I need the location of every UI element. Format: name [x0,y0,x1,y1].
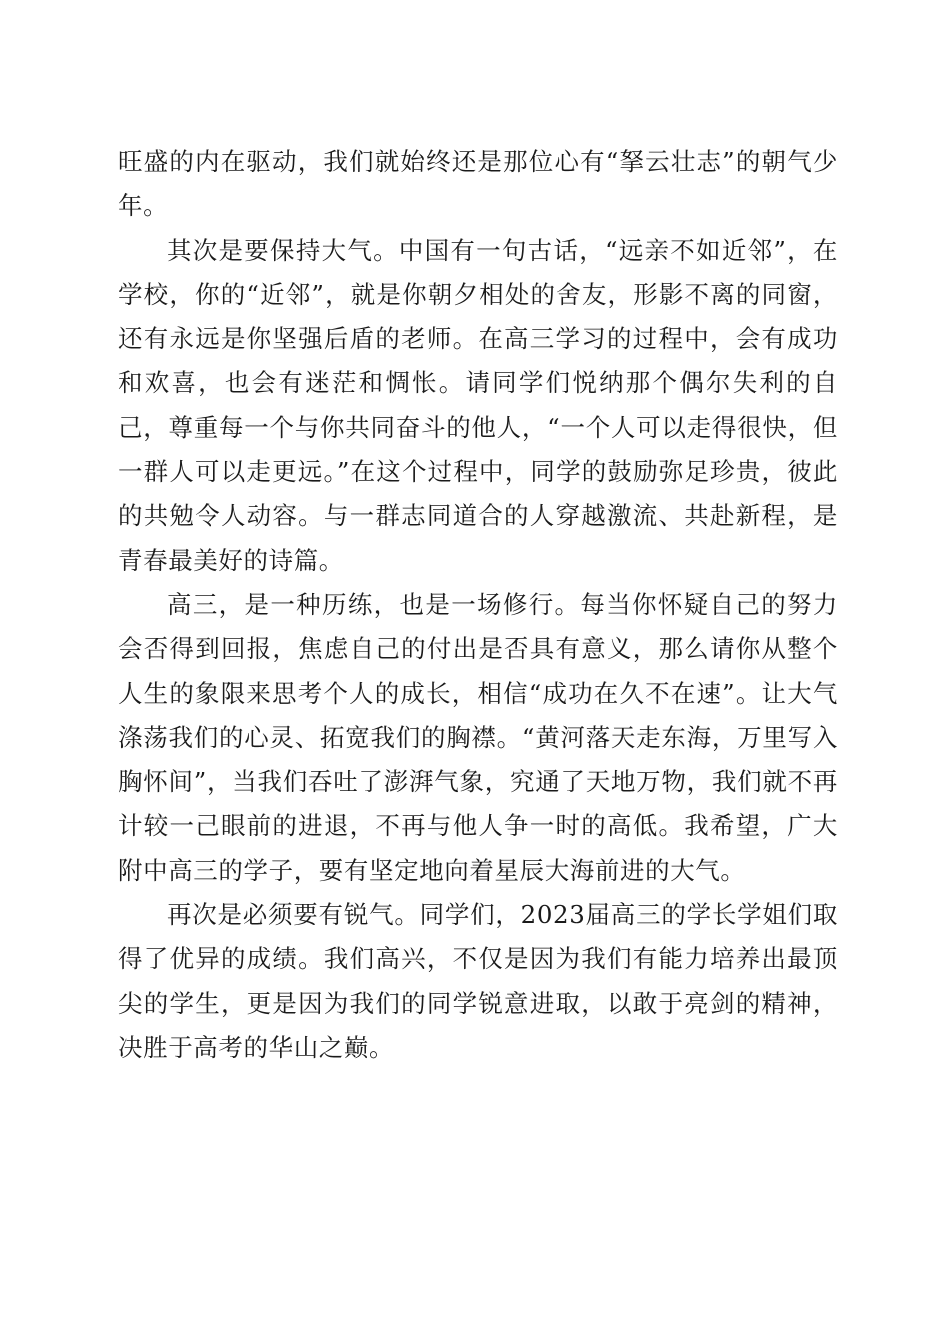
paragraph-daqi: 其次是要保持大气。中国有一句古话，“远亲不如近邻”，在学校，你的“近邻”，就是你朝夕相处的舍友，形影不离的同窗，还有永远是你坚强后盾的老师。在高三学习的过程中，会有成功和欢喜，也会有迷茫和惆怅。请同学们悦纳那个偶尔失利的自己，尊重每一个与你共同奋斗的他人，“一个人可以走得很快，但一群人可以走更远。”在这个过程中，同学的鼓励弥足珍贵，彼此的共勉令人动容。与一群志同道合的人穿越激流、共赴新程，是青春最美好的诗篇。 [118,235,838,575]
paragraph-ruiqi: 再次是必须要有锐气。同学们，2023届高三的学长学姐们取得了优异的成绩。我们高兴，不仅是因为我们有能力培养出最顶尖的学生，更是因为我们的同学锐意进取，以敢于亮剑的精神，决胜于高考的华山之巅。 [118,900,838,1062]
document-body [118,140,838,1070]
paragraph-gaosan: 高三，是一种历练，也是一场修行。每当你怀疑自己的努力会否得到回报，焦虑自己的付出是否具有意义，那么请你从整个人生的象限来思考个人的成长，相信“成功在久不在速”。让大气涤荡我们的心灵、拓宽我们的胸襟。“黄河落天走东海，万里写入胸怀间”，当我们吞吐了澎湃气象，究通了天地万物，我们就不再计较一己眼前的进退，不再与他人争一时的高低。我希望，广大附中高三的学子，要有坚定地向着星辰大海前进的大气。 [118,589,838,885]
paragraph-continued: 旺盛的内在驱动，我们就始终还是那位心有“拏云壮志”的朝气少年。 [118,147,838,221]
